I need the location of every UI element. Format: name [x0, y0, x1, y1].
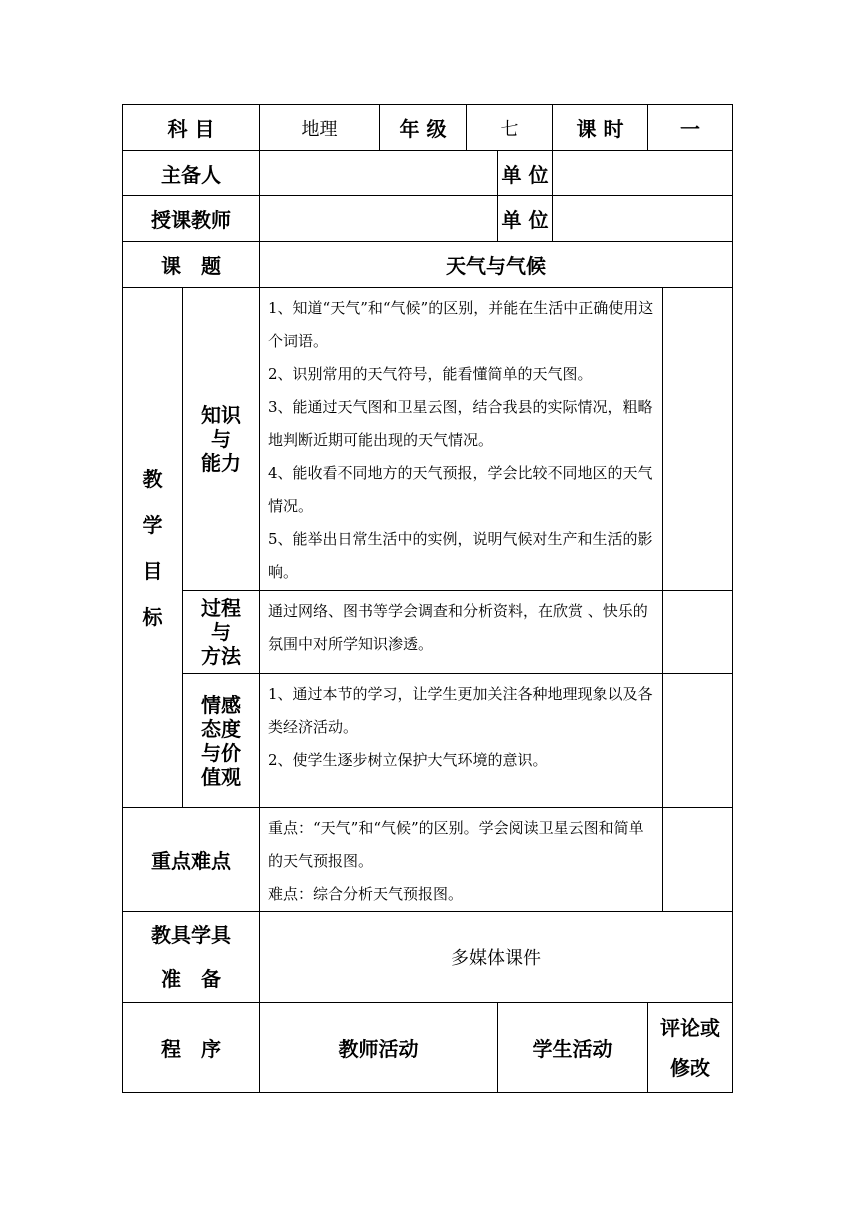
- lesson-plan-table: [122, 104, 733, 1093]
- emotion-item: 1、通过本节的学习，让学生更加关注各种地理现象以及各类经济活动。: [268, 685, 653, 736]
- materials-label-line: 准 备: [161, 967, 221, 991]
- key-difficulty: 难点：综合分析天气预报图。: [268, 885, 464, 903]
- objectives-label-char: 标: [142, 604, 163, 629]
- comment-header-line: 修改: [670, 1055, 710, 1080]
- comment-header: [648, 1003, 733, 1093]
- preparer-unit-value: [553, 151, 733, 196]
- process-label-line: 方法: [201, 644, 241, 668]
- grade-label: 年 级: [380, 105, 467, 151]
- procedure-label: 程 序: [123, 1003, 260, 1093]
- emotion-label: [183, 674, 260, 808]
- emotion-label-line: 态度: [201, 716, 241, 741]
- process-label: [183, 591, 260, 674]
- knowledge-label-line: 能力: [201, 451, 241, 475]
- key-points-row: [123, 808, 733, 912]
- materials-row: [123, 912, 733, 1003]
- knowledge-item: 2、识别常用的天气符号，能看懂简单的天气图。: [268, 365, 593, 383]
- knowledge-label-line: 与: [211, 427, 231, 451]
- teacher-value: [260, 196, 498, 242]
- knowledge-label: [183, 288, 260, 591]
- emotion-content: [260, 674, 663, 808]
- procedure-row: [123, 1003, 733, 1093]
- preparer-unit-label: 单 位: [498, 151, 553, 196]
- teacher-unit-label: 单 位: [498, 196, 553, 242]
- materials-label: [123, 912, 260, 1003]
- header-row: [123, 105, 733, 151]
- teacher-unit-value: [553, 196, 733, 242]
- objectives-label-char: 目: [142, 558, 163, 583]
- objectives-label-char: 学: [142, 512, 163, 537]
- objectives-process-row: [123, 591, 733, 674]
- period-label: 课 时: [553, 105, 648, 151]
- knowledge-item: 4、能收看不同地方的天气预报，学会比较不同地区的天气情况。: [268, 464, 653, 515]
- knowledge-item: 1、知道“天气”和“气候”的区别，并能在生活中正确使用这个词语。: [268, 299, 654, 350]
- emotion-label-line: 与价: [201, 740, 241, 765]
- topic-label: 课 题: [123, 242, 260, 288]
- objectives-label-char: 教: [142, 466, 163, 491]
- preparer-label: 主备人: [123, 151, 260, 196]
- grade-value: 七: [467, 105, 553, 151]
- teacher-activity-header: 教师活动: [260, 1003, 498, 1093]
- period-value: 一: [648, 105, 733, 151]
- emotion-label-line: 值观: [201, 764, 241, 789]
- objectives-emotion-row: [123, 674, 733, 808]
- comment-header-line: 评论或: [660, 1015, 720, 1040]
- knowledge-blank: [663, 288, 733, 591]
- materials-value: 多媒体课件: [260, 912, 733, 1003]
- process-label-line: 过程: [201, 596, 241, 620]
- key-points-label: 重点难点: [123, 808, 260, 912]
- subject-label: 科 目: [123, 105, 260, 151]
- objectives-knowledge-row: [123, 288, 733, 591]
- knowledge-item: 5、能举出日常生活中的实例，说明气候对生产和生活的影响。: [268, 530, 653, 581]
- process-label-line: 与: [211, 620, 231, 644]
- process-blank: [663, 591, 733, 674]
- emotion-item: 2、使学生逐步树立保护大气环境的意识。: [268, 751, 548, 769]
- materials-label-line: 教具学具: [151, 923, 231, 947]
- objectives-label: [123, 288, 183, 808]
- preparer-value: [260, 151, 498, 196]
- process-text: 通过网络、图书等学会调查和分析资料，在欣赏 、快乐的氛围中对所学知识渗透。: [268, 602, 648, 653]
- student-activity-header: 学生活动: [498, 1003, 648, 1093]
- preparer-row: [123, 151, 733, 196]
- teacher-label: 授课教师: [123, 196, 260, 242]
- emotion-blank: [663, 674, 733, 808]
- knowledge-label-line: 知识: [201, 403, 241, 427]
- topic-row: [123, 242, 733, 288]
- knowledge-item: 3、能通过天气图和卫星云图，结合我县的实际情况，粗略地判断近期可能出现的天气情况。: [268, 398, 653, 449]
- emotion-label-line: 情感: [201, 692, 241, 717]
- knowledge-content: [260, 288, 663, 591]
- subject-value: 地理: [260, 105, 380, 151]
- key-points-content: [260, 808, 663, 912]
- teacher-row: [123, 196, 733, 242]
- key-focus: 重点：“天气”和“气候”的区别。学会阅读卫星云图和简单的天气预报图。: [268, 819, 644, 870]
- key-points-blank: [663, 808, 733, 912]
- process-content: [260, 591, 663, 674]
- topic-value: 天气与气候: [260, 242, 733, 288]
